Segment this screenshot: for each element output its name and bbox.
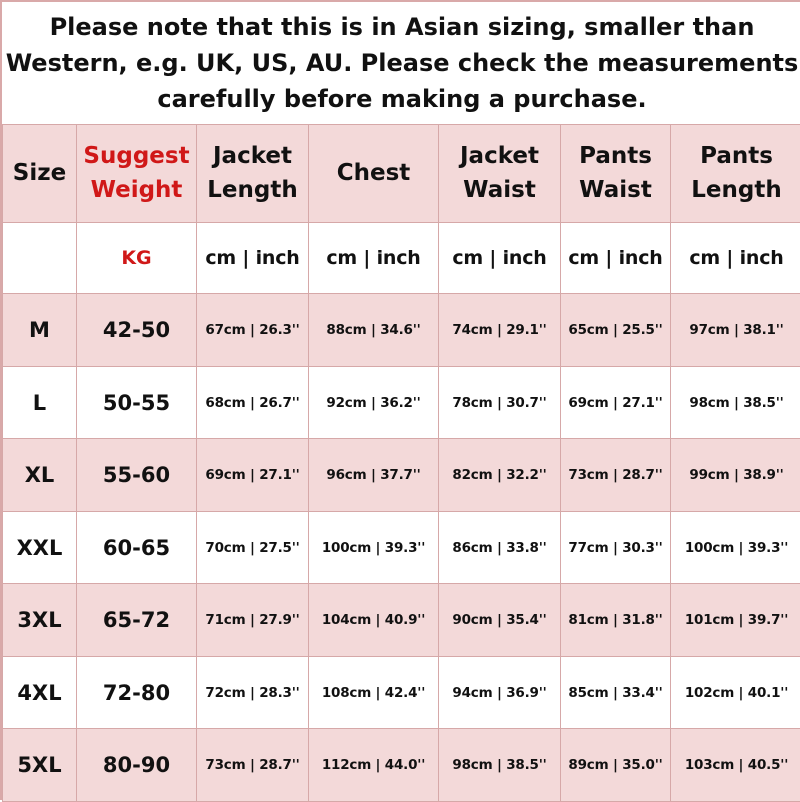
header-waist-label: Waist <box>561 173 670 207</box>
measurement-cell: 112cm | 44.0'' <box>309 729 439 802</box>
table-row <box>3 511 800 584</box>
measurement-cell: 73cm | 28.7'' <box>197 729 309 802</box>
size-cell: XL <box>3 439 77 512</box>
table-row <box>3 366 800 439</box>
size-cell: 5XL <box>3 729 77 802</box>
measurement-cell: 100cm | 39.3'' <box>309 511 439 584</box>
measurement-cell: 96cm | 37.7'' <box>309 439 439 512</box>
header-suggest-label: Suggest <box>77 139 196 173</box>
unit-cell-kg: KG <box>77 222 197 294</box>
header-pants-length <box>671 125 800 223</box>
header-jacket-label: Jacket <box>439 139 560 173</box>
measurement-cell: 65cm | 25.5'' <box>561 294 671 367</box>
header-length-label: Length <box>671 173 800 207</box>
measurement-cell: 108cm | 42.4'' <box>309 656 439 729</box>
measurement-cell: 102cm | 40.1'' <box>671 656 800 729</box>
sizing-notice <box>2 2 800 124</box>
measurement-cell: 98cm | 38.5'' <box>671 366 800 439</box>
header-size-label: Size <box>3 156 76 190</box>
notice-line-3: carefully before making a purchase. <box>157 81 646 117</box>
header-chest-label: Chest <box>309 156 438 190</box>
measurement-cell: 86cm | 33.8'' <box>439 511 561 584</box>
measurement-cell: 81cm | 31.8'' <box>561 584 671 657</box>
header-suggest-weight <box>77 125 197 223</box>
measurement-cell: 90cm | 35.4'' <box>439 584 561 657</box>
measurement-cell: 73cm | 28.7'' <box>561 439 671 512</box>
measurement-cell: 99cm | 38.9'' <box>671 439 800 512</box>
header-jacket-label: Jacket <box>197 139 308 173</box>
measurement-cell: 100cm | 39.3'' <box>671 511 800 584</box>
table-row <box>3 729 800 802</box>
measurement-cell: 72cm | 28.3'' <box>197 656 309 729</box>
table-row <box>3 439 800 512</box>
size-cell: 3XL <box>3 584 77 657</box>
measurement-cell: 92cm | 36.2'' <box>309 366 439 439</box>
unit-cell: cm | inch <box>561 222 671 294</box>
measurement-cell: 88cm | 34.6'' <box>309 294 439 367</box>
measurement-cell: 103cm | 40.5'' <box>671 729 800 802</box>
weight-cell: 42-50 <box>77 294 197 367</box>
unit-cell: cm | inch <box>309 222 439 294</box>
weight-cell: 65-72 <box>77 584 197 657</box>
measurement-cell: 78cm | 30.7'' <box>439 366 561 439</box>
header-pants-label: Pants <box>561 139 670 173</box>
measurement-cell: 69cm | 27.1'' <box>561 366 671 439</box>
weight-cell: 80-90 <box>77 729 197 802</box>
unit-cell: cm | inch <box>671 222 800 294</box>
measurement-cell: 101cm | 39.7'' <box>671 584 800 657</box>
header-pants-waist <box>561 125 671 223</box>
table-row <box>3 656 800 729</box>
header-row <box>3 125 800 223</box>
header-waist-label: Waist <box>439 173 560 207</box>
notice-line-1: Please note that this is in Asian sizing, smaller than <box>50 9 755 45</box>
table-row <box>3 584 800 657</box>
size-cell: L <box>3 366 77 439</box>
header-chest <box>309 125 439 223</box>
measurement-cell: 77cm | 30.3'' <box>561 511 671 584</box>
measurement-cell: 85cm | 33.4'' <box>561 656 671 729</box>
weight-cell: 50-55 <box>77 366 197 439</box>
measurement-cell: 69cm | 27.1'' <box>197 439 309 512</box>
table-row <box>3 294 800 367</box>
header-length-label: Length <box>197 173 308 207</box>
header-weight-label: Weight <box>77 173 196 207</box>
header-pants-label: Pants <box>671 139 800 173</box>
measurement-cell: 89cm | 35.0'' <box>561 729 671 802</box>
measurement-cell: 68cm | 26.7'' <box>197 366 309 439</box>
units-row <box>3 222 800 294</box>
header-jacket-length <box>197 125 309 223</box>
measurement-cell: 104cm | 40.9'' <box>309 584 439 657</box>
measurement-cell: 70cm | 27.5'' <box>197 511 309 584</box>
weight-cell: 55-60 <box>77 439 197 512</box>
header-size <box>3 125 77 223</box>
size-table <box>2 124 800 802</box>
size-cell: 4XL <box>3 656 77 729</box>
unit-cell: cm | inch <box>197 222 309 294</box>
measurement-cell: 98cm | 38.5'' <box>439 729 561 802</box>
unit-cell-size <box>3 222 77 294</box>
size-cell: XXL <box>3 511 77 584</box>
measurement-cell: 82cm | 32.2'' <box>439 439 561 512</box>
unit-cell: cm | inch <box>439 222 561 294</box>
weight-cell: 60-65 <box>77 511 197 584</box>
weight-cell: 72-80 <box>77 656 197 729</box>
measurement-cell: 71cm | 27.9'' <box>197 584 309 657</box>
size-cell: M <box>3 294 77 367</box>
measurement-cell: 94cm | 36.9'' <box>439 656 561 729</box>
notice-line-2: Western, e.g. UK, US, AU. Please check the measurements <box>6 45 799 81</box>
measurement-cell: 97cm | 38.1'' <box>671 294 800 367</box>
header-jacket-waist <box>439 125 561 223</box>
measurement-cell: 67cm | 26.3'' <box>197 294 309 367</box>
measurement-cell: 74cm | 29.1'' <box>439 294 561 367</box>
